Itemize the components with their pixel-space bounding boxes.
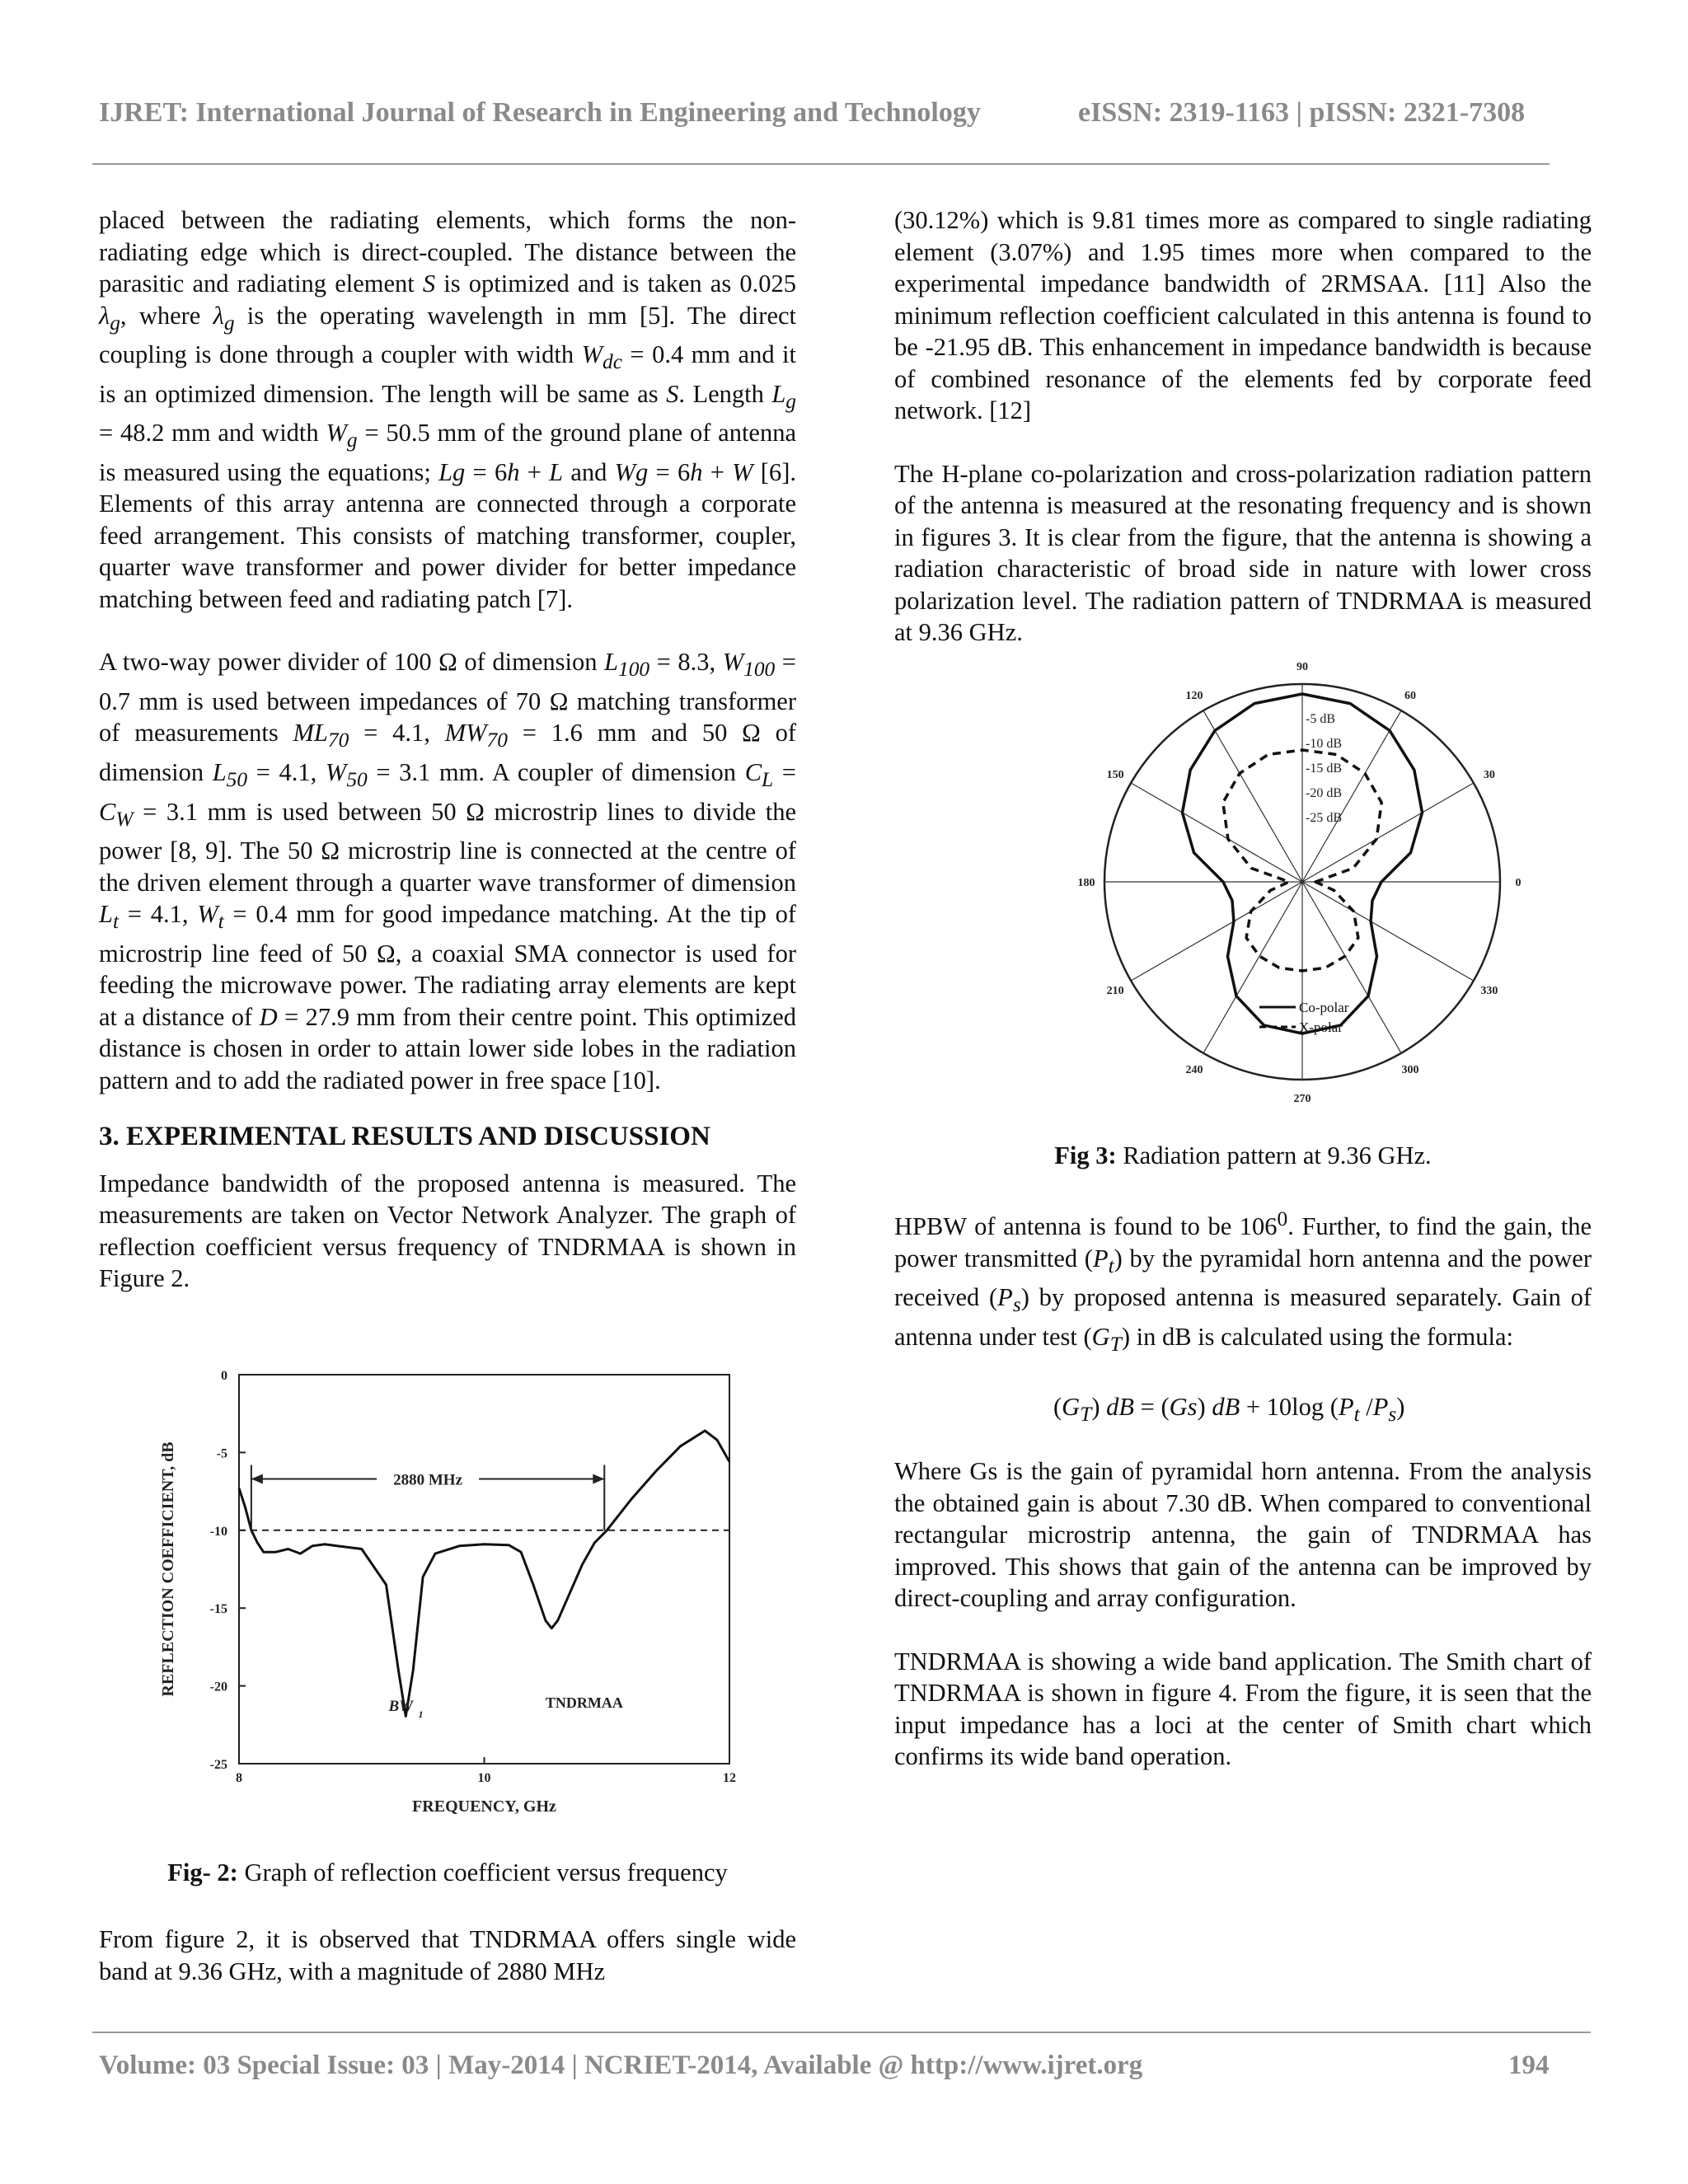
arrow-head-left [251,1474,263,1483]
y-tick-label: -5 [216,1446,227,1461]
fig2-caption [99,1858,796,1887]
bandwidth-label: 2880 MHz [393,1471,463,1489]
y-tick-label: -10 [209,1524,227,1539]
fig2-caption-text: Graph of reflection coefficient versus frequency [237,1858,728,1886]
radial-label: -20 dB [1306,786,1342,800]
issn: eISSN: 2319-1163 | pISSN: 2321-7308 [1078,97,1526,128]
radial-label: -25 dB [1306,811,1342,825]
radiation-pattern-chart [1071,651,1533,1113]
fig3-caption [894,1141,1592,1170]
right-column-top [894,204,1592,649]
radial-label: -15 dB [1306,762,1342,776]
header-rule [92,163,1550,165]
left-column-bottom [99,1924,796,1987]
fig2-caption-label: Fig- 2: [167,1858,238,1886]
angle-label: 300 [1401,1063,1419,1076]
paragraph: A two-way power divider of 100 Ω of dimension $L_{100} = 8.3$, $W_{100} = 0.7$ mm is used between impedances of 70 Ω matching transformer of measurements $ML_{70} = 4.1$, $MW_{70} = 1.6$ mm and 50 Ω of dimension $L_{50} = 4.1$, $W_{50} = 3.1$ mm. A coupler of dimension $C_L = C_W = 3.1$ mm is used between 50 Ω microstrip lines to divide the power [8, 9]. The 50 Ω microstrip line is connected at the centre of the driven element through a quarter wave transformer of dimension $L_t = 4.1$, $W_t = 0.4$ mm for good impedance matching. At the tip of microstrip line feed of 50 Ω, a coaxial SMA connector is used for feeding the microwave power. The radiating array elements are kept at a distance of D = 27.9 mm from their centre point. This optimized distance is chosen in order to attain lower side lobes in the radiation pattern and to add the radiated power in free space [10]. [99,648,797,1094]
page-number: 194 [1508,2050,1550,2080]
reflection-coefficient-chart [148,1360,742,1838]
section-heading: 3. EXPERIMENTAL RESULTS AND DISCUSSION [99,1122,710,1152]
angle-label: 210 [1106,985,1124,997]
angle-label: 30 [1483,769,1495,781]
paragraph: From figure 2, it is observed that TNDRMAA offers single wide band at 9.36 GHz, with a magnitude of 2880 MHz [99,1925,796,1985]
x-tick-label: 10 [477,1771,491,1785]
paragraph: (30.12%) which is 9.81 times more as compared to single radiating element (3.07%) and 1.95 times more when compared to the experimental impedance bandwidth of 2RMSAA. [11] Also the minimum reflection coefficient calculated in this antenna is found to be -21.95 dB. This enhancement in impedance bandwidth is because of combined resonance of the elements fed by corporate feed network. [12] [894,206,1592,424]
bw-subscript: 1 [418,1708,424,1720]
angle-label: 0 [1515,877,1522,889]
angle-label: 240 [1185,1063,1203,1076]
fig3-caption-text: Radiation pattern at 9.36 GHz. [1116,1141,1432,1169]
angle-label: 120 [1185,690,1203,703]
right-column-middle [894,1203,1592,1360]
paragraph: Impedance bandwidth of the proposed antenna is measured. The measurements are taken on Vector Network Analyzer. The graph of reflection coefficient versus frequency of TNDRMAA is shown in Figure 2. [99,1169,796,1293]
arrow-head-right [593,1474,604,1483]
legend-label: X-polar [1299,1019,1343,1035]
data-line [239,1431,729,1716]
y-tick-label: -15 [209,1602,227,1617]
plot-frame [239,1375,729,1764]
angle-label: 60 [1404,690,1416,703]
angle-label: 90 [1296,661,1308,673]
x-tick-label: 12 [723,1771,736,1785]
radial-label: -10 dB [1306,737,1342,751]
right-column-bottom [894,1455,1592,1773]
series-label: TNDRMAA [545,1694,623,1712]
legend-label: Co-polar [1299,1000,1349,1015]
x-tick-label: 8 [236,1771,242,1785]
fig3-caption-label: Fig 3: [1054,1141,1117,1169]
y-tick-label: -20 [209,1680,227,1694]
angle-label: 270 [1293,1093,1311,1105]
bw-label: BW [388,1697,414,1715]
footer-rule [92,2032,1591,2033]
radial-label: -5 dB [1306,712,1335,726]
x-axis-label: FREQUENCY, GHz [412,1797,556,1816]
angle-label: 150 [1106,769,1124,781]
paragraph: HPBW of antenna is found to be $106^0$. Further, to find the gain, the power transmitted $(P_t)$ by the pyramidal horn antenna and the power received $(P_s)$ by proposed antenna is measured separately. Gain of antenna under test $(G_T)$ in dB is calculated using the formula: [894,1207,1592,1356]
paragraph: placed between the radiating elements, which forms the non-radiating edge which is direct-coupled. The distance between the parasitic and radiating element S is optimized and is taken as 0.025 $\lambda_g$, where $\lambda_g$ is the operating wavelength in mm [5]. The direct coupling is done through a coupler with width $W_{dc} = 0.4$ mm and it is an optimized dimension. The length will be same as S. Length $L_g = 48.2$ mm and width $W_g = 50.5$ mm of the ground plane of antenna is measured using the equations; Lg = 6h + L and Wg = 6h + W [6]. Elements of this array antenna are connected through a corporate feed arrangement. This consists of matching transformer, coupler, quarter wave transformer and power divider for better impedance matching between feed and radiating patch [7]. [99,206,796,613]
paragraph: The H-plane co-polarization and cross-polarization radiation pattern of the antenna is measured at the resonating frequency and is shown in figures 3. It is clear from the figure, that the antenna is showing a radiation characteristic of broad side in nature with lower cross polarization level. The radiation pattern of TNDRMAA is measured at 9.36 GHz. [894,459,1592,646]
left-column-top [99,204,796,1295]
journal-title: IJRET: International Journal of Research in Engineering and Technology [99,97,981,128]
gain-formula: $(G_T)$ dB = (Gs) dB + 10log ($P_t$ $/P_s$) [1053,1393,1405,1427]
paragraph: Where Gs is the gain of pyramidal horn antenna. From the analysis the obtained gain is about 7.30 dB. When compared to conventional rectangular microstrip antenna, the gain of TNDRMAA has improved. This shows that gain of the antenna can be improved by direct-coupling and array configuration. [894,1457,1592,1612]
paragraph: TNDRMAA is showing a wide band application. The Smith chart of TNDRMAA is shown in figure 4. From the figure, it is seen that the input impedance has a loci at the center of Smith chart which confirms its wide band operation. [894,1647,1592,1770]
footer-volume: Volume: 03 Special Issue: 03 | May-2014 | NCRIET-2014, Available @ http://www.ijret.org [99,2050,1143,2080]
angle-label: 330 [1480,985,1498,997]
y-axis-label: REFLECTION COEFFICIENT, dB [159,1441,177,1697]
y-tick-label: -25 [209,1758,227,1772]
y-tick-label: 0 [221,1369,227,1383]
angle-label: 180 [1077,877,1095,889]
